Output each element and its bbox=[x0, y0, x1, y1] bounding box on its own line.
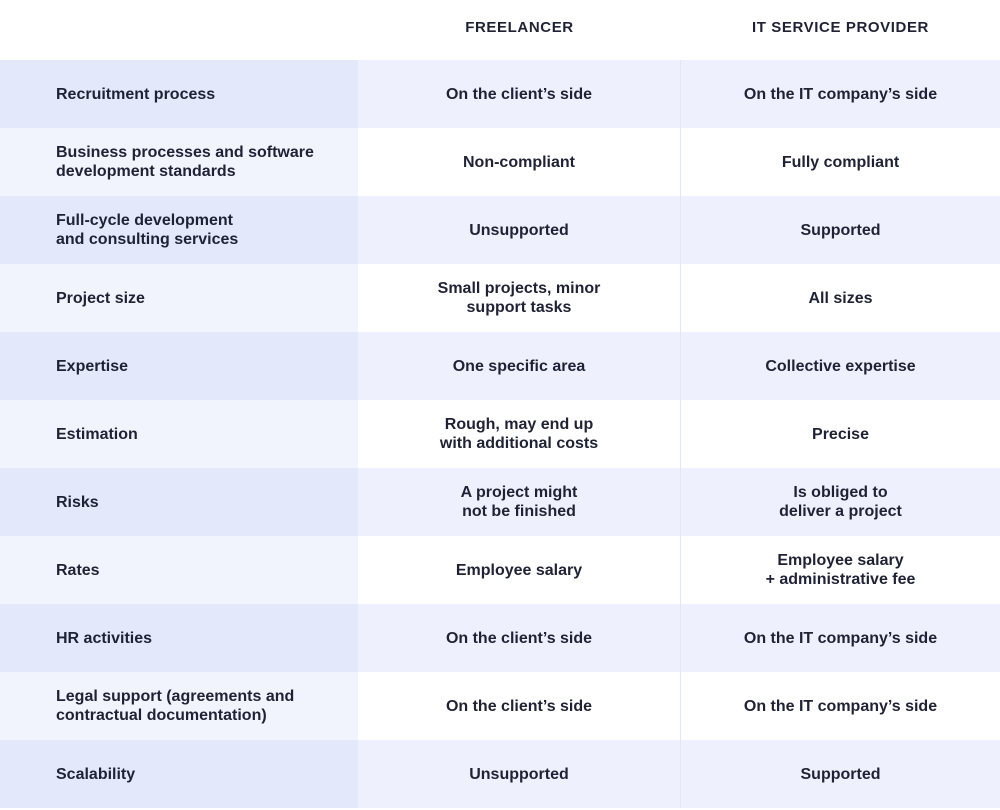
freelancer-value: On the client’s side bbox=[445, 629, 593, 647]
provider-value: Employee salary + administrative fee bbox=[765, 552, 916, 588]
provider-cell bbox=[681, 128, 1000, 196]
table-row bbox=[0, 536, 1000, 604]
criterion-label: Business processes and software development standards bbox=[56, 144, 314, 180]
criterion-label: Estimation bbox=[56, 425, 138, 443]
criterion-label: Legal support (agreements and contractual documentation) bbox=[56, 688, 295, 724]
table-body bbox=[0, 60, 1000, 808]
criterion-cell bbox=[0, 332, 358, 400]
table-row bbox=[0, 740, 1000, 808]
freelancer-cell bbox=[358, 264, 681, 332]
table-row bbox=[0, 332, 1000, 400]
header-it-service-provider: IT SERVICE PROVIDER bbox=[752, 18, 929, 36]
provider-value: Collective expertise bbox=[765, 357, 916, 375]
provider-value: Precise bbox=[812, 425, 869, 443]
provider-value: Is obliged to deliver a project bbox=[779, 484, 902, 520]
table-row bbox=[0, 196, 1000, 264]
freelancer-cell bbox=[358, 60, 681, 128]
criterion-cell bbox=[0, 536, 358, 604]
provider-cell bbox=[681, 536, 1000, 604]
freelancer-cell bbox=[358, 332, 681, 400]
criterion-cell bbox=[0, 604, 358, 672]
provider-value: All sizes bbox=[808, 289, 873, 307]
header-freelancer: FREELANCER bbox=[465, 18, 574, 36]
provider-cell bbox=[681, 60, 1000, 128]
freelancer-cell bbox=[358, 400, 681, 468]
criterion-label: Risks bbox=[56, 493, 99, 511]
provider-value: On the IT company’s side bbox=[743, 85, 938, 103]
freelancer-cell bbox=[358, 196, 681, 264]
freelancer-cell bbox=[358, 468, 681, 536]
table-row bbox=[0, 672, 1000, 740]
provider-value: Supported bbox=[800, 221, 881, 239]
freelancer-value: Unsupported bbox=[469, 765, 569, 783]
freelancer-value: A project might not be finished bbox=[460, 484, 578, 520]
freelancer-value: Non-compliant bbox=[463, 153, 575, 171]
freelancer-value: Unsupported bbox=[469, 221, 569, 239]
table-row bbox=[0, 60, 1000, 128]
header-criterion-cell bbox=[0, 0, 358, 60]
freelancer-cell bbox=[358, 672, 681, 740]
freelancer-value: On the client’s side bbox=[445, 85, 593, 103]
provider-value: Fully compliant bbox=[781, 153, 900, 171]
criterion-cell bbox=[0, 264, 358, 332]
criterion-cell bbox=[0, 672, 358, 740]
criterion-label: Recruitment process bbox=[56, 85, 216, 103]
freelancer-value: Rough, may end up with additional costs bbox=[439, 416, 599, 452]
criterion-label: Rates bbox=[56, 561, 100, 579]
freelancer-cell bbox=[358, 536, 681, 604]
criterion-cell bbox=[0, 128, 358, 196]
freelancer-value: Employee salary bbox=[455, 561, 583, 579]
criterion-cell bbox=[0, 400, 358, 468]
freelancer-value: One specific area bbox=[452, 357, 586, 375]
table-header bbox=[0, 0, 1000, 60]
provider-value: On the IT company’s side bbox=[743, 697, 938, 715]
provider-cell bbox=[681, 196, 1000, 264]
criterion-cell bbox=[0, 468, 358, 536]
freelancer-cell bbox=[358, 740, 681, 808]
criterion-label: Expertise bbox=[56, 357, 129, 375]
criterion-label: Full-cycle development and consulting services bbox=[56, 212, 239, 248]
criterion-cell bbox=[0, 196, 358, 264]
provider-cell bbox=[681, 264, 1000, 332]
table-row bbox=[0, 468, 1000, 536]
freelancer-cell bbox=[358, 128, 681, 196]
freelancer-value: Small projects, minor support tasks bbox=[437, 280, 601, 316]
criterion-label: Project size bbox=[56, 289, 145, 307]
criterion-cell bbox=[0, 60, 358, 128]
provider-value: On the IT company’s side bbox=[743, 629, 938, 647]
provider-cell bbox=[681, 400, 1000, 468]
criterion-label: Scalability bbox=[56, 765, 136, 783]
table-row bbox=[0, 400, 1000, 468]
table-row bbox=[0, 264, 1000, 332]
provider-cell bbox=[681, 672, 1000, 740]
criterion-label: HR activities bbox=[56, 629, 153, 647]
provider-cell bbox=[681, 604, 1000, 672]
provider-cell bbox=[681, 332, 1000, 400]
table-row bbox=[0, 604, 1000, 672]
criterion-cell bbox=[0, 740, 358, 808]
provider-cell bbox=[681, 468, 1000, 536]
table-row bbox=[0, 128, 1000, 196]
freelancer-value: On the client’s side bbox=[445, 697, 593, 715]
provider-cell bbox=[681, 740, 1000, 808]
provider-value: Supported bbox=[800, 765, 881, 783]
freelancer-cell bbox=[358, 604, 681, 672]
